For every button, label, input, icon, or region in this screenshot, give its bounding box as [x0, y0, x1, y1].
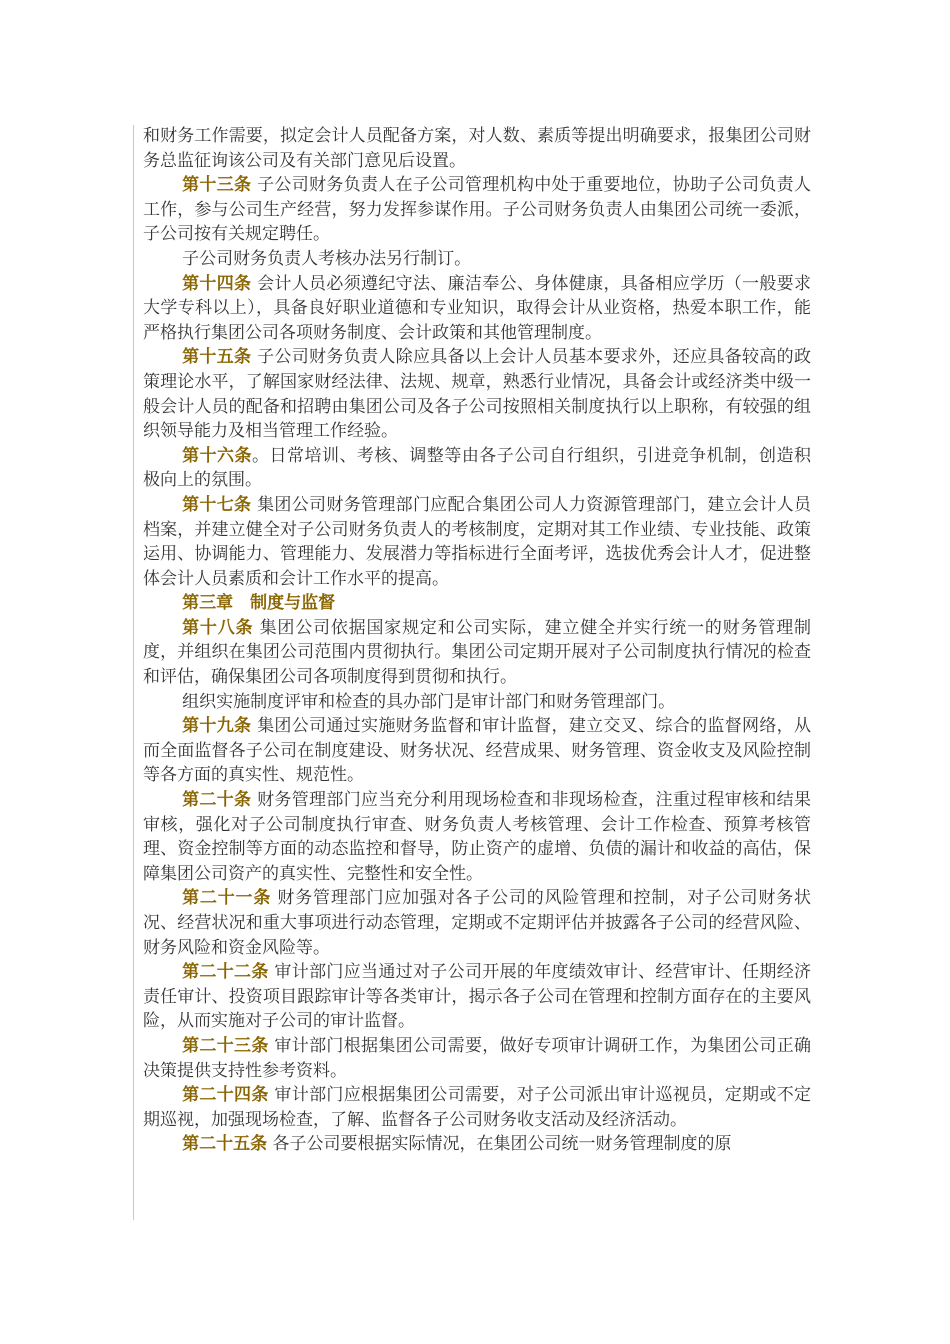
paragraph — [143, 1034, 811, 1083]
paragraph-text: 子公司财务负责人在子公司管理机构中处于重要地位，协助子公司负责人工作，参与公司生产经营，努力发挥参谋作用。子公司财务负责人由集团公司统一委派，子公司按有关规定聘任。 — [143, 175, 811, 245]
article-number: 第十四条 — [182, 273, 252, 294]
article-number: 第二十五条 — [182, 1134, 268, 1155]
paragraph — [143, 173, 811, 247]
chapter-heading — [143, 591, 811, 616]
paragraph-text: 审计部门应当通过对子公司开展的年度绩效审计、经营审计、任期经济责任审计、投资项目跟踪审计等各类审计，揭示各子公司在管理和控制方面存在的主要风险，从而实施对子公司的审计监督。 — [143, 962, 812, 1032]
article-number: 第二十四条 — [182, 1085, 269, 1106]
article-number: 第十六条 — [182, 445, 253, 466]
paragraph — [143, 345, 811, 443]
paragraph — [143, 886, 811, 960]
paragraph — [143, 272, 811, 346]
paragraph-text: 。日常培训、考核、调整等由各子公司自行组织，引进竞争机制，创造积极向上的氛围。 — [143, 445, 812, 491]
paragraph — [143, 714, 811, 788]
paragraph — [143, 247, 811, 272]
paragraph-text: 各子公司要根据实际情况，在集团公司统一财务管理制度的原 — [267, 1134, 732, 1155]
article-number: 第二十一条 — [182, 888, 272, 909]
article-number: 第十九条 — [182, 716, 252, 737]
article-number: 第十七条 — [182, 494, 252, 515]
paragraph-text: 子公司财务负责人考核办法另行制订。 — [182, 248, 472, 269]
paragraph-text: 集团公司通过实施财务监督和审计监督，建立交叉、综合的监督网络，从而全面监督各子公司在制度建设、财务状况、经营成果、财务管理、资金收支及风险控制等各方面的真实性、规范性。 — [143, 716, 811, 786]
paragraph — [143, 1132, 811, 1157]
paragraph — [143, 1083, 811, 1132]
paragraph-text: 财务管理部门应当充分利用现场检查和非现场检查，注重过程审核和结果审核，强化对子公司制度执行审查、财务负责人考核管理、会计工作检查、预算考核管理、资金控制等方面的动态监控和督导，防止资产的虚增、负债的漏计和收益的高估，保障集团公司资产的真实性、完整性和安全性。 — [143, 790, 811, 884]
article-number: 第二十三条 — [182, 1035, 269, 1056]
paragraph-text: 组织实施制度评审和检查的具办部门是审计部门和财务管理部门。 — [182, 691, 676, 712]
paragraph-text: 会计人员必须遵纪守法、廉洁奉公、身体健康，具备相应学历（一般要求大学专科以上），具备良好职业道德和专业知识，取得会计从业资格，热爱本职工作，能严格执行集团公司各项财务制度、会计政策和其他管理制度。 — [143, 273, 811, 343]
paragraph-text: 和财务工作需要，拟定会计人员配备方案，对人数、素质等提出明确要求，报集团公司财务总监征询该公司及有关部门意见后设置。 — [143, 126, 811, 171]
article-number: 第十八条 — [182, 617, 254, 638]
margin-line — [133, 125, 134, 1220]
paragraph — [143, 493, 811, 591]
article-number: 第十三条 — [182, 175, 252, 196]
paragraph-text: 审计部门根据集团公司需要，做好专项审计调研工作，为集团公司正确决策提供支持性参考资料。 — [143, 1035, 812, 1081]
paragraph — [143, 690, 811, 715]
paragraph-text: 审计部门应根据集团公司需要，对子公司派出审计巡视员，定期或不定期巡视，加强现场检查，了解、监督各子公司财务收支活动及经济活动。 — [143, 1085, 812, 1130]
paragraph-text: 集团公司依据国家规定和公司实际，建立健全并实行统一的财务管理制度，并组织在集团公司范围内贯彻执行。集团公司定期开展对子公司制度执行情况的检查和评估，确保集团公司各项制度得到贯彻和执行。 — [143, 617, 812, 688]
paragraph — [143, 124, 811, 173]
paragraph-text: 集团公司财务管理部门应配合集团公司人力资源管理部门，建立会计人员档案，并建立健全对子公司财务负责人的考核制度，定期对其工作业绩、专业技能、政策运用、协调能力、管理能力、发展潜力等指标进行全面考评，选拔优秀会计人才，促进整体会计人员素质和会计工作水平的提高。 — [143, 494, 811, 589]
paragraph — [143, 444, 811, 493]
article-number: 第十五条 — [182, 347, 252, 368]
paragraph-text: 子公司财务负责人除应具备以上会计人员基本要求外，还应具备较高的政策理论水平，了解国家财经法律、法规、规章，熟悉行业情况，具备会计或经济类中级一般会计人员的配备和招聘由集团公司及各子公司按照相关制度执行以上职称，有较强的组织领导能力及相当管理工作经验。 — [143, 347, 811, 442]
paragraph — [143, 960, 811, 1034]
paragraph-text: 财务管理部门应加强对各子公司的风险管理和控制，对子公司财务状况、经营状况和重大事项进行动态管理，定期或不定期评估并披露各子公司的经营风险、财务风险和资金风险等。 — [143, 888, 812, 958]
paragraph — [143, 788, 811, 886]
article-number: 第二十条 — [182, 790, 252, 811]
document-body — [143, 124, 811, 1157]
article-number: 第二十二条 — [182, 962, 269, 983]
paragraph — [143, 616, 811, 690]
chapter-title: 第三章 制度与监督 — [182, 593, 336, 614]
